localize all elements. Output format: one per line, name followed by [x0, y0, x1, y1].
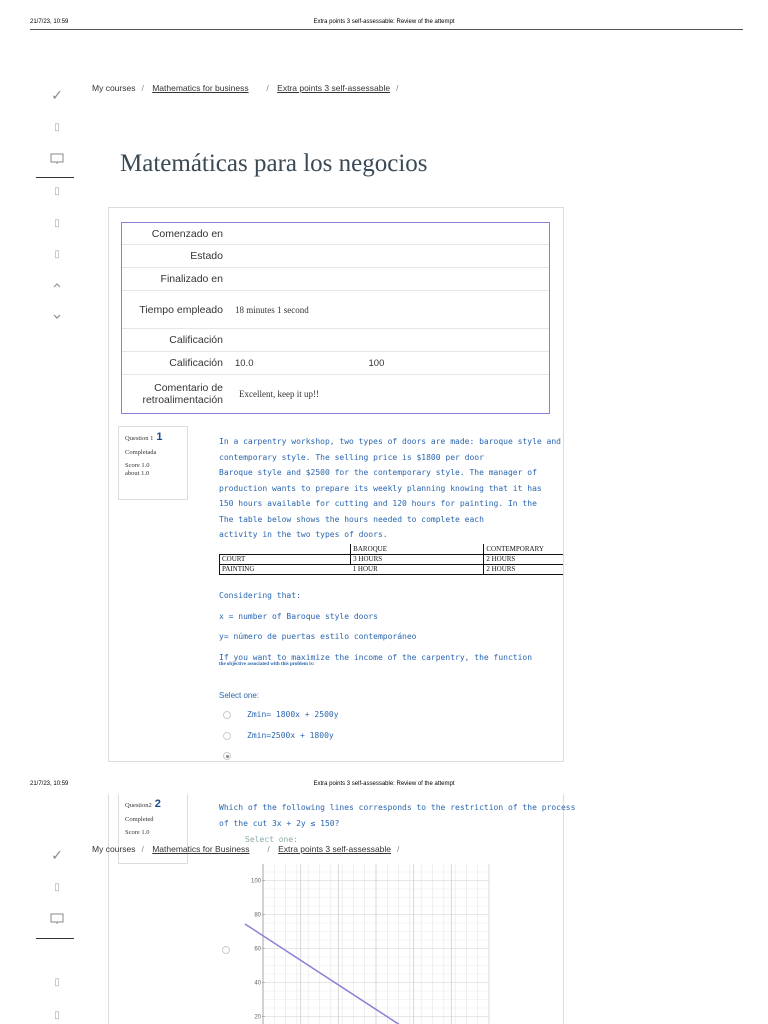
y-tick-label: 20 [254, 1014, 261, 1021]
print-header [0, 16, 768, 30]
question-text [219, 434, 561, 543]
square-icon[interactable]: ▯ [54, 186, 60, 197]
summary-label: Estado [190, 250, 223, 262]
breadcrumb-quiz[interactable]: Extra points 3 self-assessable [278, 844, 392, 854]
table-cell: PAINTING [220, 564, 351, 574]
question-line: 150 hours available for cutting and 120 hours for painting. In the [219, 499, 537, 508]
summary-value-time: 18 minutes 1 second [235, 304, 309, 315]
option-label[interactable]: Zmin= 1800x + 2500y [247, 710, 339, 719]
header-divider [30, 29, 743, 30]
question-score: Score 1.0 [125, 829, 150, 836]
radio-button[interactable] [223, 732, 231, 740]
quiz-review-box [108, 207, 564, 762]
radio-button[interactable] [223, 711, 231, 719]
breadcrumb: My courses / Mathematics for business / Extra points 3 self-assessable / [92, 83, 399, 93]
chevron-up-icon[interactable] [50, 281, 64, 293]
breadcrumb-my-courses[interactable]: My courses [92, 83, 136, 93]
summary-label: Comenzado en [151, 227, 223, 240]
question-label: Question2 [125, 802, 152, 809]
y-tick-label: 60 [254, 946, 261, 953]
print-date: 21/7/23, 10:59 [30, 19, 69, 25]
considering-text: Considering that: [219, 591, 301, 600]
summary-label: Calificación [169, 357, 223, 369]
breadcrumb-course[interactable]: Mathematics for business [152, 83, 249, 93]
breadcrumb-course[interactable]: Mathematics for Business [152, 844, 250, 854]
question-line: The table below shows the hours needed to complete each [219, 514, 484, 524]
y-tick-label: 80 [254, 912, 261, 919]
attempt-summary-table [121, 222, 550, 414]
table-header: CONTEMPORARY [484, 544, 563, 554]
print-page-2 [0, 778, 768, 1024]
square-icon[interactable]: ▯ [54, 977, 60, 988]
summary-row [122, 268, 549, 291]
maximize-text: If you want to maximize the income of the carpentry, the function [219, 652, 533, 662]
x-definition: x = number of Baroque style doors [219, 611, 378, 621]
square-icon[interactable]: ▯ [54, 1010, 60, 1021]
summary-label: Calificación [169, 334, 223, 346]
summary-value-feedback: Excellent, keep it up!! [239, 389, 319, 399]
question-label: Question 1 [125, 435, 154, 442]
select-one-label: Select one: [245, 835, 298, 844]
table-cell: 1 HOUR [351, 564, 484, 574]
question-line: contemporary style. The selling price is $1800 per door [219, 452, 484, 462]
print-title: Extra points 3 self-assessable: Review of the attempt [313, 781, 455, 787]
question-definitions [219, 586, 532, 668]
table-cell [220, 544, 351, 554]
option-label[interactable]: Zmin=2500x + 1800y [247, 731, 334, 740]
question-line: Which of the following lines corresponds to the restriction of the process [219, 803, 576, 812]
question-line: of the cut 3x + 2y ≤ 150? [219, 818, 340, 828]
question-status: Completed [125, 816, 154, 823]
square-icon[interactable]: ▯ [54, 218, 60, 229]
summary-label: Tiempo empleado [139, 303, 223, 316]
grade-value: 10.0 [235, 357, 254, 369]
table-cell: COURT [220, 554, 351, 564]
y-tick-label: 40 [254, 980, 261, 987]
square-icon[interactable]: ▯ [54, 249, 60, 260]
graph-grid [263, 864, 489, 1024]
breadcrumb-my-courses[interactable]: My courses [92, 844, 136, 854]
question-info [118, 426, 188, 500]
check-icon[interactable]: ✓ [51, 88, 63, 104]
question-score: Score 1.0 [125, 462, 150, 469]
grade-max: 100 [368, 357, 385, 369]
square-icon[interactable]: ▯ [54, 122, 60, 133]
question-number: 1 [156, 431, 163, 443]
summary-row [122, 352, 549, 375]
square-icon[interactable]: ▯ [54, 882, 60, 893]
question-status: Completada [125, 449, 157, 456]
question-about: about 1.0 [125, 470, 150, 477]
summary-row [122, 291, 549, 329]
summary-row [122, 375, 549, 413]
constraint-graph [235, 864, 491, 1024]
radio-button[interactable] [222, 946, 230, 954]
print-title: Extra points 3 self-assessable: Review of the attempt [313, 19, 455, 25]
table-header: BAROQUE [351, 544, 484, 554]
objective-text: the objective associated with this problem is: [219, 662, 315, 667]
table-cell: 2 HOURS [484, 554, 563, 564]
answer-option-selected[interactable] [223, 752, 247, 760]
summary-label: Finalizado en [160, 273, 223, 285]
active-indicator [36, 177, 74, 178]
question-line: Baroque style and $2500 for the contemporary style. The manager of [219, 468, 537, 477]
summary-row [122, 223, 549, 245]
summary-row [122, 245, 549, 268]
active-indicator [36, 938, 74, 939]
y-definition: y= número de puertas estilo contemporáneo [219, 632, 417, 641]
answer-option[interactable] [223, 731, 334, 740]
print-date: 21/7/23, 10:59 [30, 781, 69, 787]
summary-label: Comentario de retroalimentación [142, 382, 223, 406]
question-line: In a carpentry workshop, two types of doors are made: baroque style and [219, 437, 561, 446]
hours-table [219, 544, 563, 575]
question-line: activity in the two types of doors. [219, 530, 388, 539]
monitor-icon[interactable] [50, 153, 64, 165]
breadcrumb: My courses / Mathematics for Business / Extra points 3 self-assessable / [92, 844, 400, 854]
table-row [220, 554, 564, 564]
summary-row [122, 329, 549, 352]
table-row [220, 544, 564, 554]
table-cell: 3 HOURS [351, 554, 484, 564]
monitor-icon[interactable] [50, 913, 64, 925]
table-row [220, 564, 564, 574]
radio-button-selected[interactable] [223, 752, 231, 760]
answer-option[interactable] [223, 710, 339, 719]
question-text [219, 800, 575, 831]
chevron-down-icon[interactable] [50, 313, 64, 325]
select-one-label: Select one: [219, 691, 260, 700]
summary-value-grade [225, 358, 384, 369]
page-title: Matemáticas para los negocios [120, 150, 428, 177]
question-line: production wants to prepare its weekly planning knowing that it has [219, 483, 542, 493]
y-tick-label: 100 [250, 878, 261, 885]
question-number: 2 [154, 798, 161, 810]
check-icon[interactable]: ✓ [51, 848, 63, 864]
breadcrumb-quiz[interactable]: Extra points 3 self-assessable [277, 83, 391, 93]
print-header [0, 778, 768, 792]
table-cell: 2 HOURS [484, 564, 563, 574]
